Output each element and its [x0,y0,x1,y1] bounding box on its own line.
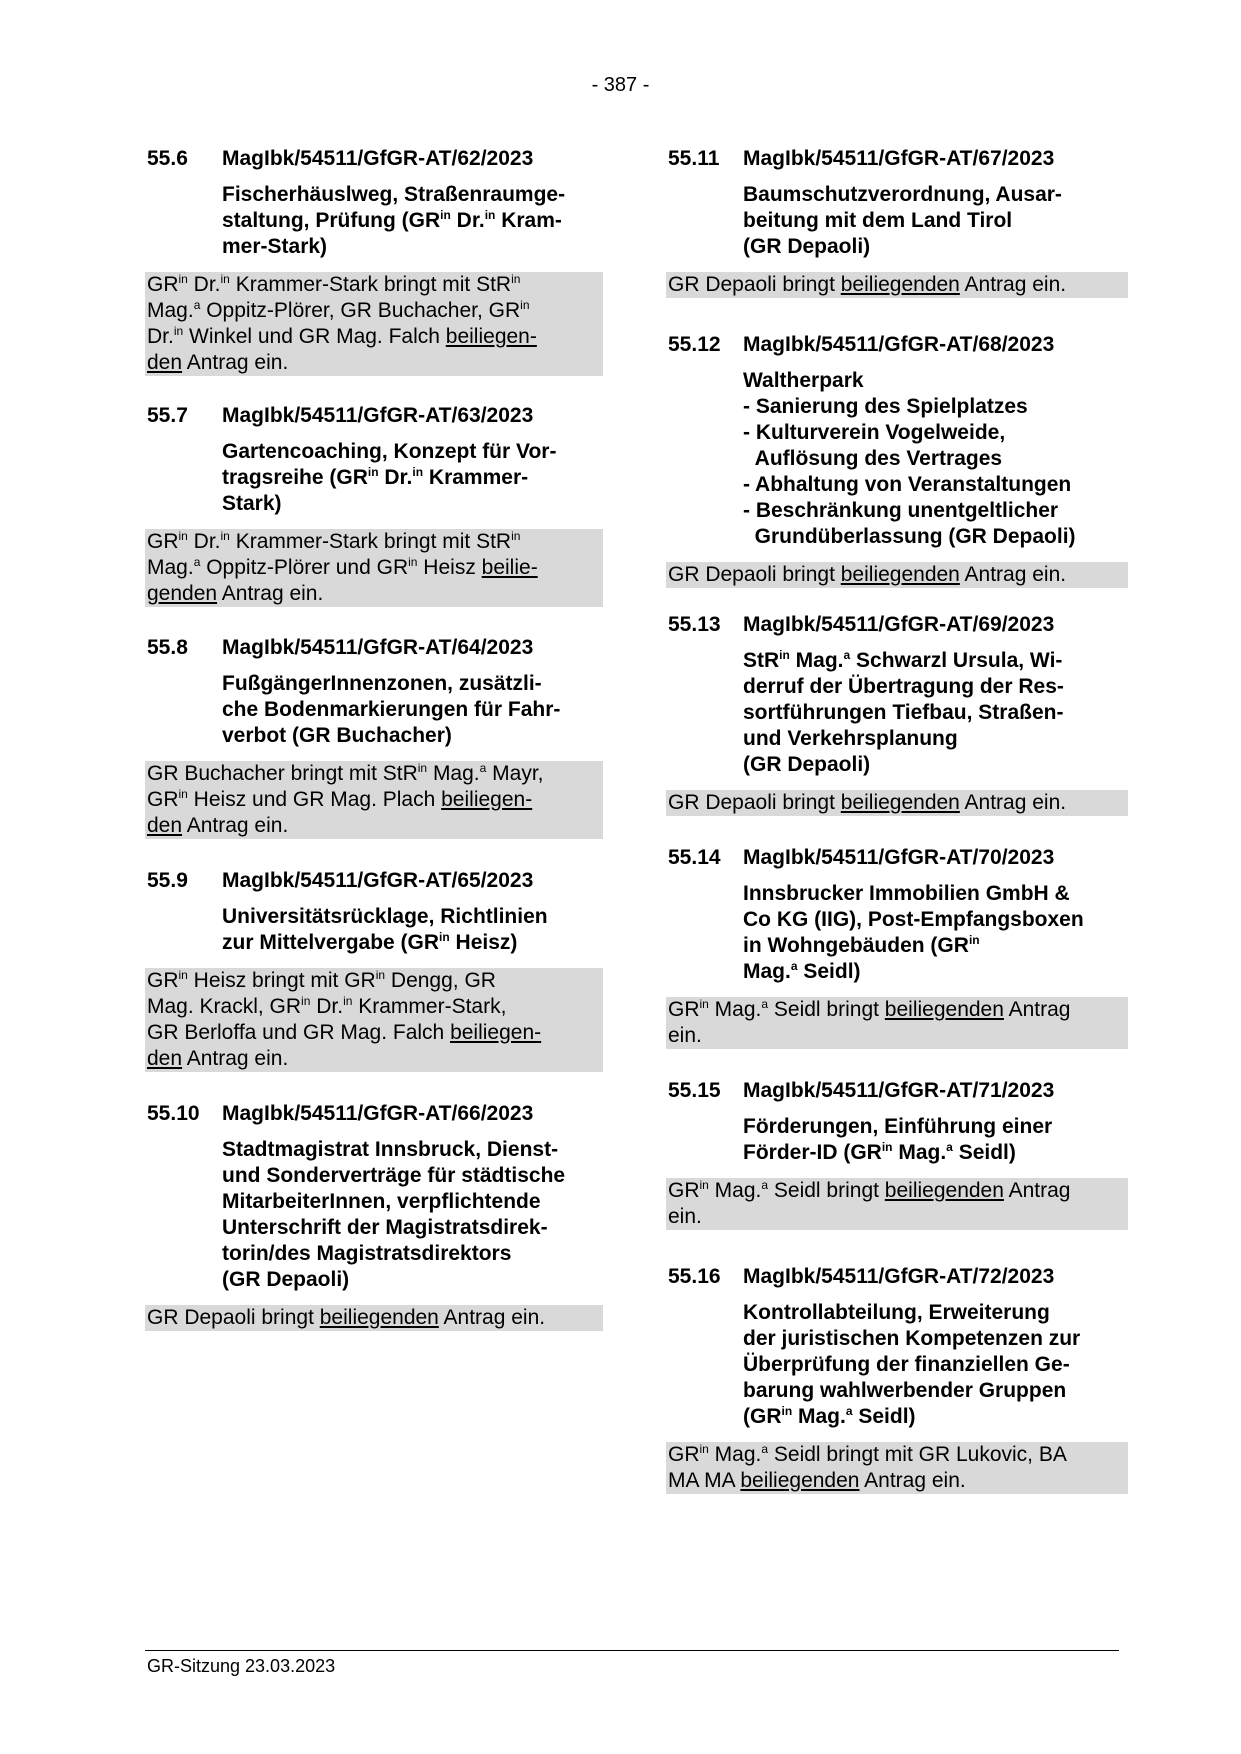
item-reference: MagIbk/54511/GfGR-AT/69/2023 [743,613,1055,636]
motion-note-line: GR Depaoli bringt beiliegenden Antrag ein. [668,273,1067,296]
item-title-line: Innsbrucker Immobilien GmbH & [743,882,1070,905]
motion-note-line: MA MA beiliegenden Antrag ein. [668,1469,966,1492]
item-heading [147,403,603,429]
item-title [743,182,1128,260]
item-title [743,648,1128,778]
item-title-line: torin/des Magistratsdirektors [222,1242,512,1265]
motion-note-line: GR Buchacher bringt mit StR$^{in}$ Mag.$^a$ Mayr, [147,761,544,785]
motion-note [145,1305,603,1331]
item-title-line: staltung, Prüfung ($GR^{in}$ Dr.$^{in}$ Kram- [222,208,562,232]
motion-note-line: den Antrag ein. [147,351,289,374]
item-title-line: StR$^{in}$ Mag.$^a$ Schwarzl Ursula, Wi- [743,648,1063,672]
motion-note-line: Mag.$^a$ Oppitz-Plörer und $GR^{in}$ Heisz beilie- [147,555,538,579]
item-heading [668,1078,1128,1104]
motion-note-line: $GR^{in}$ Dr.$^{in}$ Krammer-Stark bringt mit StR$^{in}$ [147,272,521,296]
item-title-line: - Kulturverein Vogelweide, [743,421,1006,444]
item-number: 55.6 [147,147,188,170]
item-title-line: derruf der Übertragung der Res- [743,675,1064,698]
item-title-line: (GR Depaoli) [743,753,871,776]
motion-note-line: $GR^{in}$ Mag.$^a$ Seidl bringt beiliegenden Antrag [668,1178,1071,1202]
item-title-line: verbot (GR Buchacher) [222,724,452,747]
item-title-line: Förder-ID ($GR^{in}$ Mag.$^a$ Seidl) [743,1140,1016,1164]
item-title [222,904,603,956]
item-title-line: Stadtmagistrat Innsbruck, Dienst- [222,1138,559,1161]
item-title-line: Fischerhäuslweg, Straßenraumge- [222,183,566,206]
agenda-item [668,146,1128,298]
item-title-line: tragsreihe ($GR^{in}$ Dr.$^{in}$ Krammer- [222,465,529,489]
item-title-line: - Abhaltung von Veranstaltungen [743,473,1072,496]
item-heading [668,845,1128,871]
item-reference: MagIbk/54511/GfGR-AT/62/2023 [222,147,534,170]
agenda-item [147,403,603,607]
item-title-line: mer-Stark) [222,235,328,258]
item-number: 55.8 [147,636,188,659]
item-title-line: Auflösung des Vertrages [743,447,1003,470]
page-number: - 387 - [591,74,650,96]
item-title-line: sortführungen Tiefbau, Straßen- [743,701,1064,724]
item-title-line: FußgängerInnenzonen, zusätzli- [222,672,542,695]
item-title-line: Grundüberlassung (GR Depaoli) [743,525,1076,548]
motion-note-line: GR Depaoli bringt beiliegenden Antrag ein. [147,1306,546,1329]
agenda-item [668,1078,1128,1230]
item-title-line: Förderungen, Einführung einer [743,1115,1053,1138]
motion-note-line: $GR^{in}$ Mag.$^a$ Seidl bringt beiliegenden Antrag [668,997,1071,1021]
item-title-line: che Bodenmarkierungen für Fahr- [222,698,561,721]
item-title-line: Stark) [222,492,282,515]
item-reference: MagIbk/54511/GfGR-AT/67/2023 [743,147,1055,170]
motion-note [666,1178,1128,1230]
item-title-line: Co KG (IIG), Post-Empfangsboxen [743,908,1084,931]
item-number: 55.13 [668,613,721,636]
motion-note-line: GR Berloffa und GR Mag. Falch beiliegen- [147,1021,542,1044]
item-title [222,1137,603,1293]
motion-note [666,272,1128,298]
motion-note-line: $GR^{in}$ Heisz und GR Mag. Plach beiliegen- [147,787,533,811]
motion-note [666,997,1128,1049]
motion-note [666,1442,1128,1494]
item-title [222,439,603,517]
item-title-line: MitarbeiterInnen, verpflichtende [222,1190,541,1213]
item-heading [668,146,1128,172]
item-title-line: Überprüfung der finanziellen Ge- [743,1353,1070,1376]
motion-note-line: ein. [668,1024,702,1047]
item-number: 55.16 [668,1265,721,1288]
agenda-item [147,146,603,376]
item-title-line: barung wahlwerbender Gruppen [743,1379,1067,1402]
motion-note-line: genden Antrag ein. [147,582,324,605]
agenda-item [668,332,1128,588]
item-title-line: (GR Depaoli) [743,235,871,258]
motion-note [145,968,603,1072]
item-title-line: Waltherpark [743,369,864,392]
item-title [743,1300,1128,1430]
item-title-line: Gartencoaching, Konzept für Vor- [222,440,557,463]
motion-note-line: Mag. Krackl, $GR^{in}$ Dr.$^{in}$ Krammer-Stark, [147,994,507,1018]
item-number: 55.12 [668,333,721,356]
item-heading [668,612,1128,638]
item-title-line: Universitätsrücklage, Richtlinien [222,905,548,928]
item-reference: MagIbk/54511/GfGR-AT/68/2023 [743,333,1055,356]
item-number: 55.15 [668,1079,721,1102]
agenda-item [147,635,603,839]
motion-note [145,272,603,376]
motion-note [145,529,603,607]
item-number: 55.9 [147,869,188,892]
item-title [222,671,603,749]
item-reference: MagIbk/54511/GfGR-AT/63/2023 [222,404,534,427]
motion-note [666,562,1128,588]
item-title-line: beitung mit dem Land Tirol [743,209,1013,232]
item-number: 55.10 [147,1102,200,1125]
item-title [222,182,603,260]
item-heading [668,332,1128,358]
item-title-line: Mag.$^a$ Seidl) [743,959,861,983]
footer-rule [145,1650,1119,1651]
item-title-line: in Wohngebäuden ($GR^{in}$ [743,933,980,957]
item-heading [147,1101,603,1127]
item-reference: MagIbk/54511/GfGR-AT/64/2023 [222,636,534,659]
item-number: 55.11 [668,147,720,170]
motion-note [145,761,603,839]
item-title [743,1114,1128,1166]
motion-note-line: Dr.$^{in}$ Winkel und GR Mag. Falch beiliegen- [147,324,537,348]
motion-note [666,790,1128,816]
item-number: 55.14 [668,846,721,869]
agenda-item [668,845,1128,1049]
item-heading [147,146,603,172]
motion-note-line: $GR^{in}$ Dr.$^{in}$ Krammer-Stark bringt mit StR$^{in}$ [147,529,521,553]
item-title-line: - Beschränkung unentgeltlicher [743,499,1059,522]
item-reference: MagIbk/54511/GfGR-AT/72/2023 [743,1265,1055,1288]
agenda-item [147,868,603,1072]
item-title [743,368,1128,550]
item-title-line: (GR Depaoli) [222,1268,350,1291]
item-title-line: zur Mittelvergabe ($GR^{in}$ Heisz) [222,930,518,954]
item-heading [147,868,603,894]
item-reference: MagIbk/54511/GfGR-AT/70/2023 [743,846,1055,869]
item-heading [147,635,603,661]
motion-note-line: GR Depaoli bringt beiliegenden Antrag ein. [668,563,1067,586]
agenda-item [668,1264,1128,1494]
item-title-line: und Verkehrsplanung [743,727,958,750]
motion-note-line: den Antrag ein. [147,814,289,837]
item-title-line: Kontrollabteilung, Erweiterung [743,1301,1050,1324]
motion-note-line: ein. [668,1205,702,1228]
item-title-line: Unterschrift der Magistratsdirek- [222,1216,548,1239]
motion-note-line: den Antrag ein. [147,1047,289,1070]
item-title-line: der juristischen Kompetenzen zur [743,1327,1081,1350]
item-reference: MagIbk/54511/GfGR-AT/71/2023 [743,1079,1055,1102]
item-title-line: Baumschutzverordnung, Ausar- [743,183,1062,206]
footer-text: GR-Sitzung 23.03.2023 [147,1656,336,1676]
item-heading [668,1264,1128,1290]
motion-note-line: Mag.$^a$ Oppitz-Plörer, GR Buchacher, $GR^{in}$ [147,298,530,322]
item-title [743,881,1128,985]
item-reference: MagIbk/54511/GfGR-AT/66/2023 [222,1102,534,1125]
motion-note-line: GR Depaoli bringt beiliegenden Antrag ein. [668,791,1067,814]
item-number: 55.7 [147,404,188,427]
item-reference: MagIbk/54511/GfGR-AT/65/2023 [222,869,534,892]
item-title-line: ($GR^{in}$ Mag.$^a$ Seidl) [743,1404,916,1428]
motion-note-line: $GR^{in}$ Mag.$^a$ Seidl bringt mit GR Lukovic, BA [668,1442,1067,1466]
item-title-line: - Sanierung des Spielplatzes [743,395,1028,418]
item-title-line: und Sonderverträge für städtische [222,1164,566,1187]
motion-note-line: $GR^{in}$ Heisz bringt mit $GR^{in}$ Dengg, GR [147,968,496,992]
agenda-item [668,612,1128,816]
agenda-item [147,1101,603,1331]
